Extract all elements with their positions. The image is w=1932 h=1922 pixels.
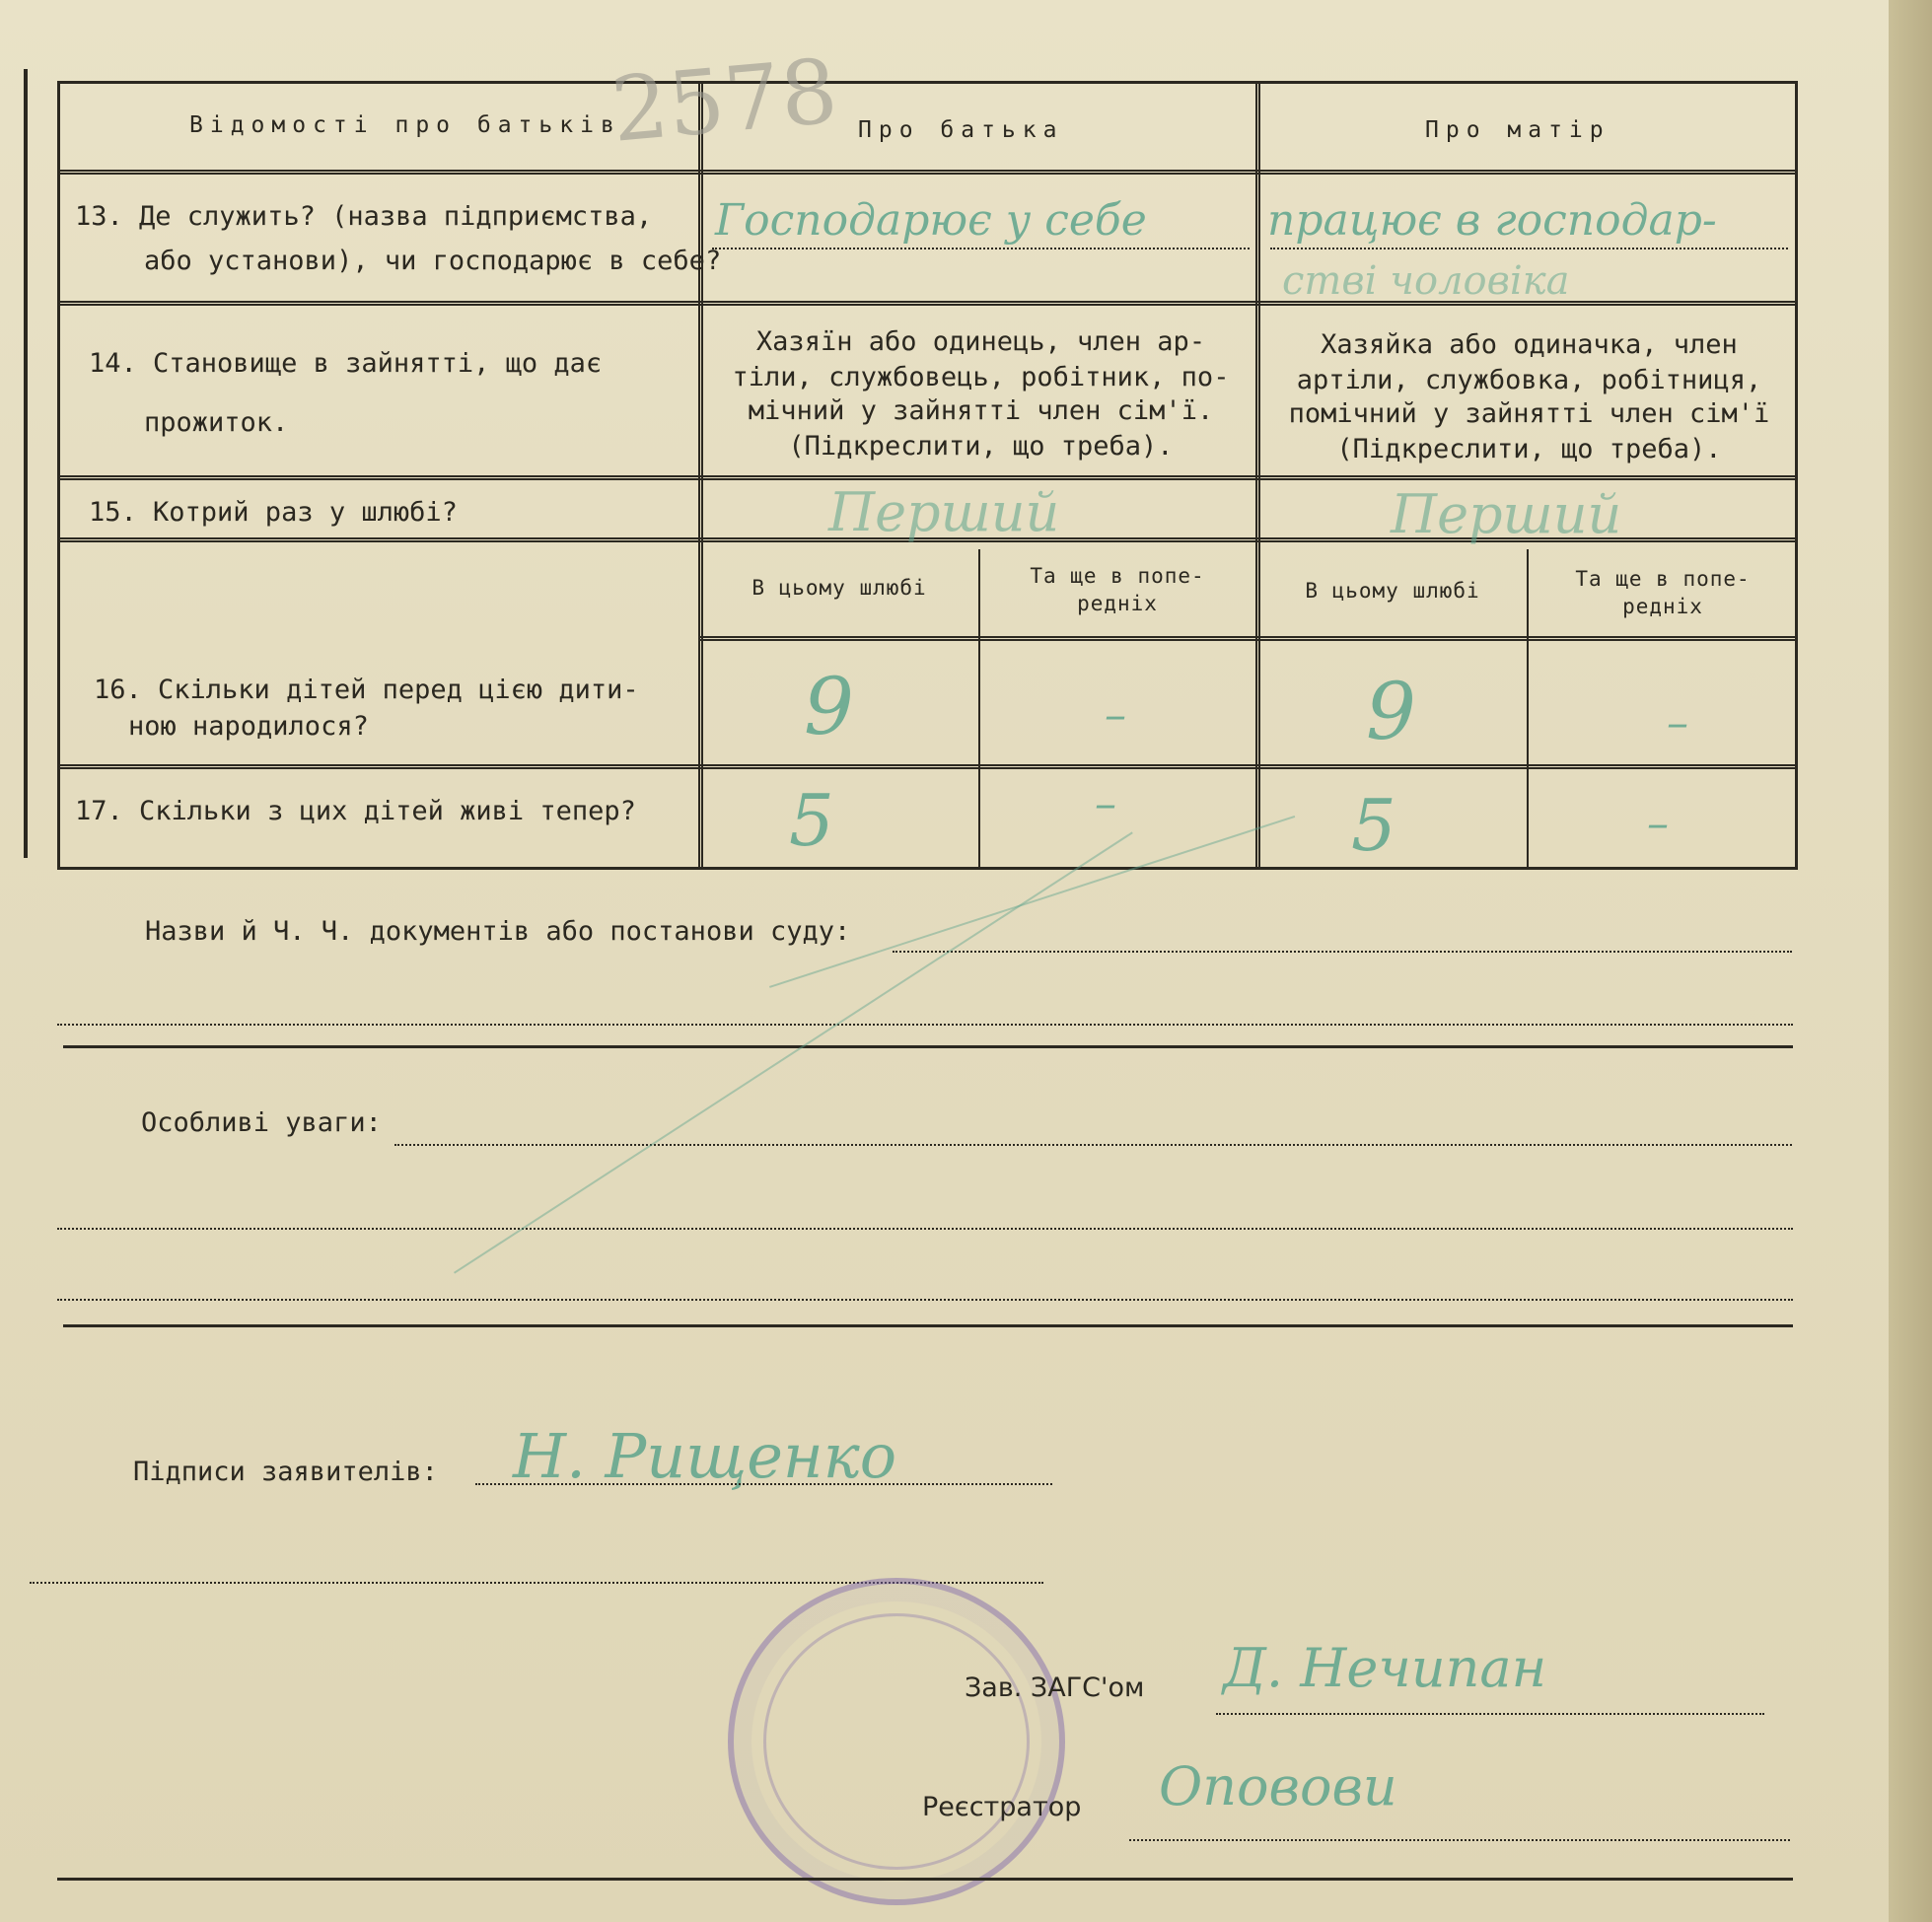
q13-mother-answer: працює в господар- <box>1267 195 1717 246</box>
answer-line <box>1270 248 1788 249</box>
notes-line <box>57 1299 1793 1301</box>
header-info: Відомості про батьків <box>189 112 621 138</box>
q16-father-prev: – <box>1105 690 1126 741</box>
registrar-label: Реєстратор <box>922 1792 1082 1822</box>
q15-father-answer: Перший <box>828 481 1060 543</box>
q14-mother-options: помічний у зайнятті член сім'ї <box>1288 398 1770 429</box>
official-stamp <box>728 1578 1065 1905</box>
bottom-rule <box>57 1878 1793 1881</box>
q15-mother-answer: Перший <box>1391 483 1622 545</box>
q16-sub-this: В цьому шлюбі <box>1305 579 1480 603</box>
docs-line <box>57 1024 1793 1026</box>
q14-father-options: Хазяїн або одинець, член ар- <box>755 326 1206 357</box>
q16-sub-prev: редніх <box>1077 592 1158 615</box>
q16-sub-prev: Та ще в попе- <box>1030 564 1205 588</box>
q14-mother-options: Хазяйка або одиначка, член <box>1321 329 1738 360</box>
q14-mother-options: артіли, службовка, робітниця, <box>1296 365 1762 395</box>
column-divider <box>978 549 980 867</box>
q14-father-options: (Підкреслити, що треба). <box>788 431 1174 462</box>
signatures-label: Підписи заявителів: <box>133 1457 438 1487</box>
signature-line <box>475 1483 1052 1485</box>
margin-rule <box>24 69 28 858</box>
registrar-line <box>1129 1839 1790 1841</box>
q13-mother-answer: стві чоловіка <box>1282 258 1570 304</box>
answer-line <box>712 248 1250 249</box>
stamp-ring <box>763 1613 1030 1870</box>
q14-father-options: мічний у зайнятті член сім'ї. <box>748 395 1214 426</box>
q16-mother-prev: – <box>1667 698 1688 748</box>
q16-father-this: 9 <box>804 661 854 752</box>
q17-father-prev: – <box>1095 779 1116 829</box>
q17-mother-this: 5 <box>1351 784 1396 867</box>
row-divider <box>59 475 1797 480</box>
column-divider <box>1527 549 1529 867</box>
q16-label: 16. Скільки дітей перед цією дити- <box>94 675 639 705</box>
q17-mother-prev: – <box>1647 799 1669 849</box>
q13-father-answer: Господарює у себе <box>715 195 1147 246</box>
q14-father-options: тіли, службовець, робітник, по- <box>732 362 1230 392</box>
section-rule <box>63 1324 1793 1327</box>
zags-label: Зав. ЗАГС'ом <box>965 1673 1145 1703</box>
zags-line <box>1216 1713 1764 1715</box>
q14-label: 14. Становище в зайнятті, що дає <box>89 348 603 379</box>
q13-label: або установи), чи господарює в себе? <box>144 246 722 276</box>
row-divider <box>59 170 1797 175</box>
docs-line <box>893 951 1792 953</box>
q16-sub-prev: Та ще в попе- <box>1575 567 1751 591</box>
q16-mother-this: 9 <box>1366 666 1416 757</box>
q16-sub-this: В цьому шлюбі <box>751 576 927 600</box>
applicant-signature: Н. Рищенко <box>513 1420 897 1492</box>
section-rule <box>63 1045 1793 1048</box>
q13-label: 13. Де служить? (назва підприємства, <box>75 201 653 232</box>
q14-mother-options: (Підкреслити, що треба). <box>1336 434 1722 464</box>
docs-label: Назви й Ч. Ч. документів або постанови суду: <box>145 916 851 947</box>
pencil-number: 2578 <box>607 39 842 163</box>
q14-label: прожиток. <box>144 407 289 438</box>
notes-line <box>394 1144 1792 1146</box>
q17-father-this: 5 <box>789 779 834 862</box>
row-divider <box>59 764 1797 769</box>
page-edge <box>1889 0 1932 1922</box>
header-father: Про батька <box>858 117 1064 143</box>
notes-line <box>57 1228 1793 1230</box>
row-divider <box>700 636 1797 641</box>
q16-label: ною народилося? <box>128 711 369 742</box>
zags-signature: Д. Нечипан <box>1223 1637 1547 1699</box>
q16-sub-prev: редніх <box>1622 595 1703 618</box>
header-mother: Про матір <box>1425 117 1610 143</box>
q15-label: 15. Котрий раз у шлюбі? <box>89 497 458 528</box>
q17-label: 17. Скільки з цих дітей живі тепер? <box>75 796 636 826</box>
registrar-signature: Оповови <box>1159 1755 1397 1817</box>
notes-label: Особливі уваги: <box>141 1107 382 1138</box>
